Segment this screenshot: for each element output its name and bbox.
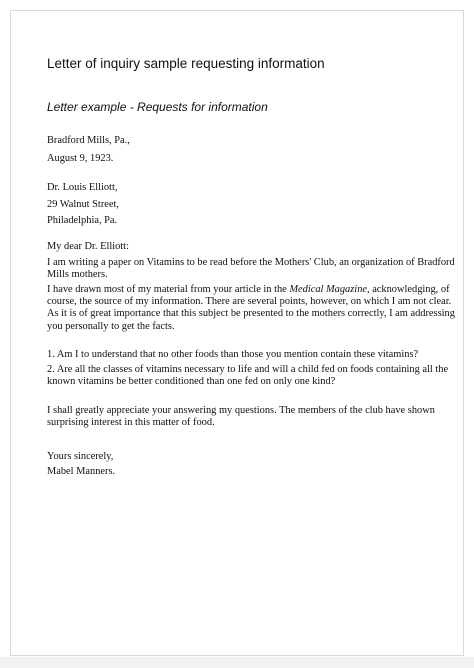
sign-off: Yours sincerely, bbox=[47, 451, 114, 462]
closing-paragraph bbox=[47, 405, 435, 429]
paragraph-line: I am writing a paper on Vitamins to be read before the Mothers' Club, an organization of Bradford bbox=[47, 257, 455, 268]
paragraph-line: you personally to get the facts. bbox=[47, 320, 175, 332]
magazine-title: Medical Magazine bbox=[289, 284, 367, 295]
question-line: known vitamins be better conditioned than one fed on only one kind? bbox=[47, 376, 336, 388]
paragraph-line bbox=[47, 284, 450, 296]
signature: Mabel Manners. bbox=[47, 466, 116, 477]
sign-off-block bbox=[47, 449, 431, 479]
paragraph-line: surprising interest in this matter of food. bbox=[47, 417, 215, 429]
recipient-address bbox=[47, 180, 431, 230]
document-title: Letter of inquiry sample requesting information bbox=[47, 56, 325, 71]
letter-date: August 9, 1923. bbox=[47, 152, 114, 164]
question-2 bbox=[47, 364, 449, 388]
sender-address bbox=[47, 132, 431, 167]
paragraph-line: As it is of great importance that this subject be presented to the mothers correctly, I am addressing bbox=[47, 308, 455, 320]
page-bottom-edge bbox=[0, 657, 474, 668]
document-subtitle: Letter example - Requests for information bbox=[47, 100, 268, 114]
recipient-name: Dr. Louis Elliott, bbox=[47, 182, 118, 193]
paragraph-text: , acknowledging, of bbox=[367, 284, 450, 295]
question-1: 1. Am I to understand that no other foods than those you mention contain these vitamins? bbox=[47, 349, 419, 360]
paragraph-line: course, the source of my information. There are several points, however, on which I am not clear. bbox=[47, 296, 452, 308]
paragraph-line: Mills mothers. bbox=[47, 269, 108, 281]
paragraph-line: I shall greatly appreciate your answering my questions. The members of the club have shown bbox=[47, 405, 435, 416]
recipient-street: 29 Walnut Street, bbox=[47, 198, 119, 210]
paragraph-text: I have drawn most of my material from your article in the bbox=[47, 284, 290, 295]
recipient-city: Philadelphia, Pa. bbox=[47, 215, 118, 226]
paragraph-intro bbox=[47, 257, 455, 281]
salutation: My dear Dr. Elliott: bbox=[47, 241, 129, 252]
question-line: 2. Are all the classes of vitamins necessary to life and will a child fed on foods containing all the bbox=[47, 364, 449, 375]
paragraph-source bbox=[47, 284, 455, 333]
sender-address-line: Bradford Mills, Pa., bbox=[47, 135, 130, 146]
